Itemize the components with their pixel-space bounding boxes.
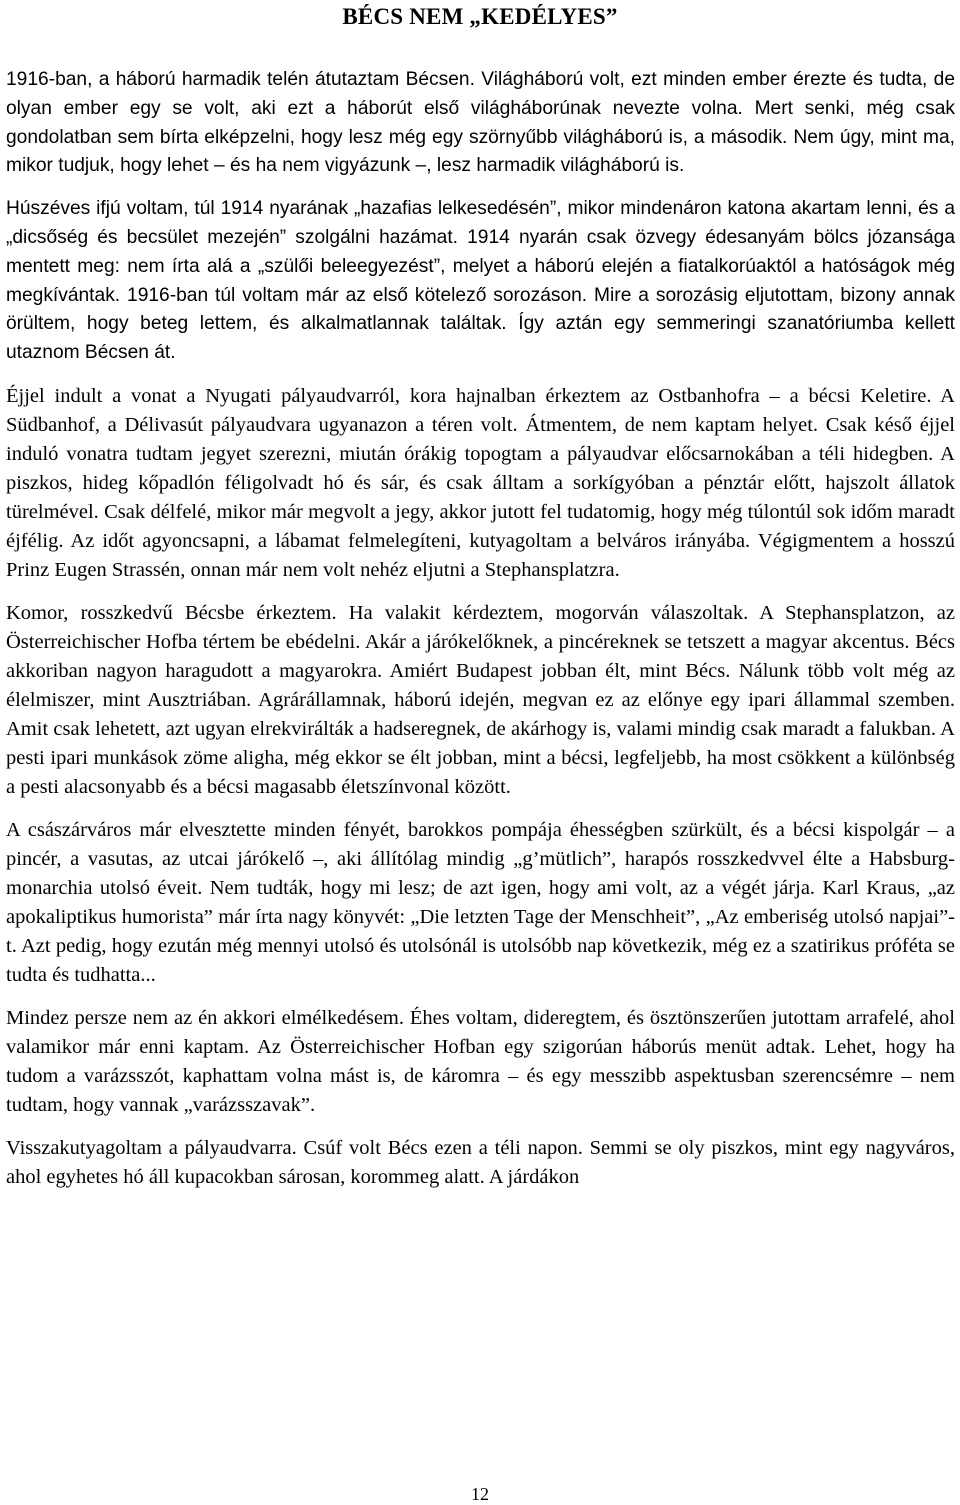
document-body [6,66,955,1206]
page-number: 12 [471,1484,489,1504]
paragraph-7: Visszakutyagoltam a pályaudvarra. Csúf volt Bécs ezen a téli napon. Semmi se oly piszkos, mint egy nagyváros, ahol egyhetes hó áll kupacokban sárosan, korommeg alatt. A járdákon [6,1136,955,1188]
paragraph-6: Mindez persze nem az én akkori elmélkedésem. Éhes voltam, dideregtem, és ösztönszerűen jutottam arrafelé, ahol valamikor már enni kaptam. Az Österreichischer Hofban egy szigorúan háborús menüt adtak. Lehet, hogy ha tudom a varázsszót, kaphattam volna mást is, de káromra – és egy messzibb aspektusban szerencsémre – nem tudtam, hogy vannak „varázsszavak”. [6,1006,955,1116]
paragraph-3: Éjjel indult a vonat a Nyugati pályaudvarról, kora hajnalban érkeztem az Ostbanhofra – a bécsi Keletire. A Südbanhof, a Délivasút pályaudvara ugyanazon a téren volt. Átmentem, de nem kaptam helyet. Csak késő éjjel induló vonatra tudtam jegyet szerezni, miután órákig topogtam a pályaudvar előcsarnokában a téli hidegben. A piszkos, hideg kőpadlón féligolvadt hó és sár, és csak álltam a sorkígyóban a pénztár előtt, hajszolt állatok türelmével. Csak délfelé, mikor már megvolt a jegy, akkor jutott fel tudatomig, hogy még túlontúl sok időm maradt éjfélig. Az időt agyoncsapni, a lábamat felmelegíteni, kutyagoltam a belváros irányába. Végigmentem a hosszú Prinz Eugen Strassén, onnan már nem volt nehéz eljutni a Stephansplatzra. [6,384,955,581]
page-title: BÉCS NEM „KEDÉLYES” [342,4,618,29]
paragraph-4: Komor, rosszkedvű Bécsbe érkeztem. Ha valakit kérdeztem, mogorván válaszoltak. A Stephansplatzon, az Österreichischer Hofba tértem be ebédelni. Akár a járókelőknek, a pincéreknek se tetszett a magyar akcentus. Bécs akkoriban nagyon haragudott a magyarokra. Amiért Budapest jobban élt, mint Bécs. Nálunk több volt még az élelmiszer, mint Ausztriában. Agrárállamnak, háború idején, megvan ez az előnye egy ipari állammal szemben. Amit csak lehetett, azt ugyan elrekvirálták a hadseregnek, de akárhogy is, valami mindig csak maradt a falukban. A pesti ipari munkások zöme aligha, még ekkor se élt jobban, mint a bécsi, legfeljebb, ha most csökkent a különbség a pesti alacsonyabb és a bécsi magasabb életszínvonal között. [6,601,955,798]
paragraph-1: 1916-ban, a háború harmadik telén átutaztam Bécsen. Világháború volt, ezt minden ember érezte és tudta, de olyan ember egy se volt, aki ezt a háborút első világháborúnak nevezte volna. Mert senki, még csak gondolatban sem bírta elképzelni, hogy lesz még egy szörnyűbb világháború is, a második. Nem úgy, mint ma, mikor tudjuk, hogy lehet – és ha nem vigyázunk –, lesz harmadik világháború is. [6,69,955,177]
paragraph-5: A császárváros már elvesztette minden fényét, barokkos pompája éhességben szürkült, és a bécsi kispolgár – a pincér, a vasutas, az utcai járókelő –, aki állítólag mindig „g’mütlich”, harapós rosszkedvvel élte a Habsburg- monarchia utolsó éveit. Nem tudták, hogy mi lesz; de azt igen, hogy ami volt, az a végét járja. Karl Kraus, „az apokaliptikus humorista” már írta nagy könyvét: „Die letzten Tage der Menschheit”, „Az emberiség utolsó napjai”-t. Azt pedig, hogy ezután még mennyi utolsó és utolsónál is utolsóbb nap következik, még ez a szatirikus próféta se tudta és tudhatta... [6,818,955,986]
paragraph-2: Húszéves ifjú voltam, túl 1914 nyarának „hazafias lelkesedésén”, mikor mindenáron katona akartam lenni, és a „dicsőség és becsület mezején” szolgálni hazámat. 1914 nyarán csak özvegy édesanyám bölcs józansága mentett meg: nem írta alá a „szülői beleegyezést”, melyet a háború elején a fiatalkorúaktól a hatóságok még megkívántak. 1916-ban túl voltam már az első kötelező sorozáson. Mire a sorozásig eljutottam, bizony annak örültem, hogy beteg lettem, és alkalmatlannak találtak. Így aztán egy semmeringi szanatóriumba kellett utaznom Bécsen át. [6,198,955,364]
